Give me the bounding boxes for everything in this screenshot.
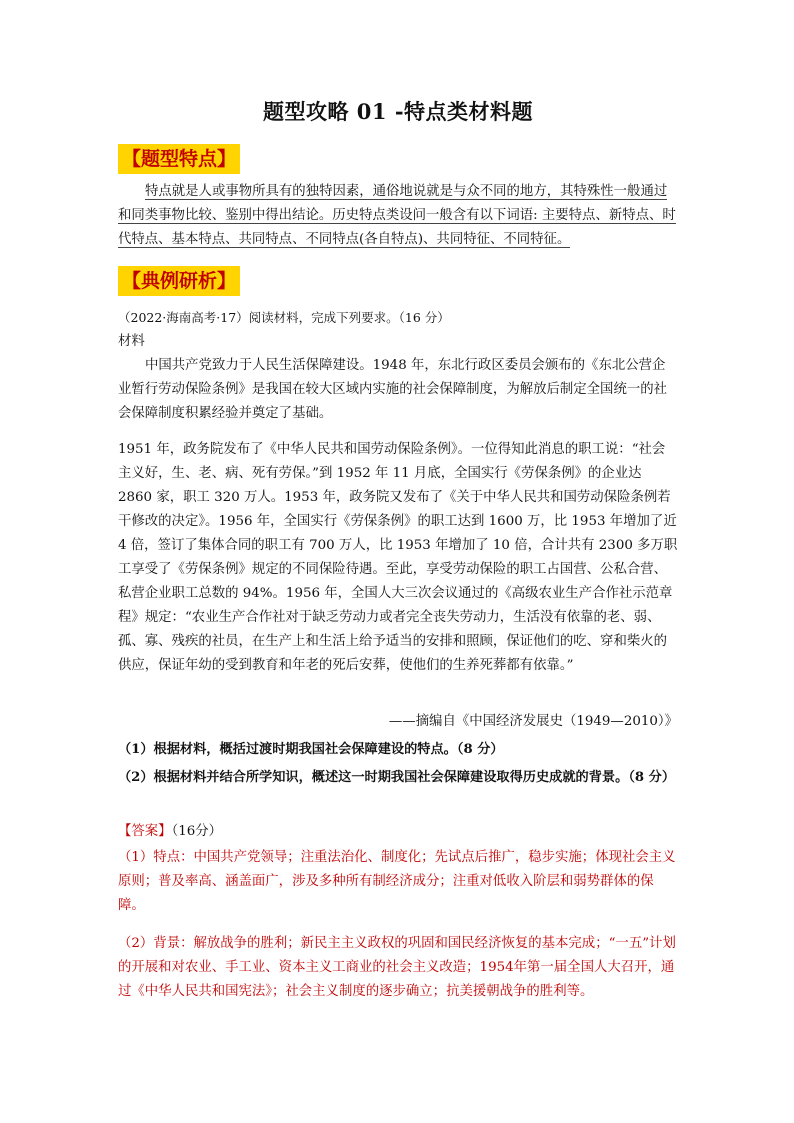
answer-2: （2）背景：解放战争的胜利；新民主主义政权的巩固和国民经济恢复的基本完成；“一五”计划的开展和对农业、手工业、资本主义工商业的社会主义改造；1954年第一届全国人大召开，通过《中华人民共和国宪法》；社会主义制度的逐步确立；抗美援朝战争的胜利等。 [118,936,676,999]
source-line: （2022·海南高考·17）阅读材料，完成下列要求。（16 分） [118,310,450,325]
section-heading-examples: 【典例研析】 [118,266,240,296]
citation: ——摘编自《中国经济发展史（1949—2010）》 [388,714,678,729]
material-paragraph-1: 中国共产党致力于人民生活保障建设。1948 年，东北行政区委员会颁布的《东北公营企业暂行劳动保险条例》是我国在较大区域内实施的社会保障制度，为解放后制定全国统一的社会保障制度积累经验并奠定了基础。 [118,358,668,421]
answer-1: （1）特点：中国共产党领导；注重法治化、制度化；先试点后推广，稳步实施；体现社会主义原则；普及率高、涵盖面广，涉及多种所有制经济成分；注重对低收入阶层和弱势群体的保障。 [118,850,676,913]
answer-score: （16分） [171,824,223,839]
features-paragraph [118,180,678,252]
answer-label: 【答案】 [118,824,172,839]
section-heading-features: 【题型特点】 [118,144,240,174]
question-2: （2）根据材料并结合所学知识，概述这一时期我国社会保障建设取得历史成就的背景。（8 分） [118,770,676,785]
material-label: 材料 [118,334,145,349]
material-paragraph-2: 1951 年，政务院发布了《中华人民共和国劳动保险条例》。一位得知此消息的职工说：“社会主义好，生、老、病、死有劳保。”到 1952 年 11 月底，全国实行《劳保条例》的企业达 2860 家，职工 320 万人。1953 年，政务院又发布了《关于中华人民共和国劳动保险条例若干修改的决定》。1956 年，全国实行《劳保条例》的职工达到 1600 万，比 1953 年增加了近 4 倍，签订了集体合同的职工有 700 万人，比 1953 年增加了 10 倍，合计共有 2300 多万职工享受了《劳保条例》规定的不同保险待遇。至此，享受劳动保险的职工占国营、公私合营、私营企业职工总数的 94%。1956 年，全国人大三次会议通过的《高级农业生产合作社示范章程》规定：“农业生产合作社对于缺乏劳动力或者完全丧失劳动力，生活没有依靠的老、弱、孤、寡、残疾的社员，在生产上和生活上给予适当的安排和照顾，保证他们的吃、穿和柴火的供应，保证年幼的受到教育和年老的死后安葬，使他们的生养死葬都有依靠。” [118,442,678,673]
features-text: 特点就是人或事物所具有的独特因素，通俗地说就是与众不同的地方，其特殊性一般通过和同类事物比较、鉴别中得出结论。历史特点类设问一般含有以下词语: 主要特点、新特点、时代特点、基本特点、共同特点、不同特点(各自特点)、共同特征、不同特征。 [118,184,676,247]
page-title: 题型攻略 01 -特点类材料题 [262,99,534,124]
answer-header [118,820,678,844]
question-1: （1）根据材料，概括过渡时期我国社会保障建设的特点。（8 分） [118,742,504,757]
